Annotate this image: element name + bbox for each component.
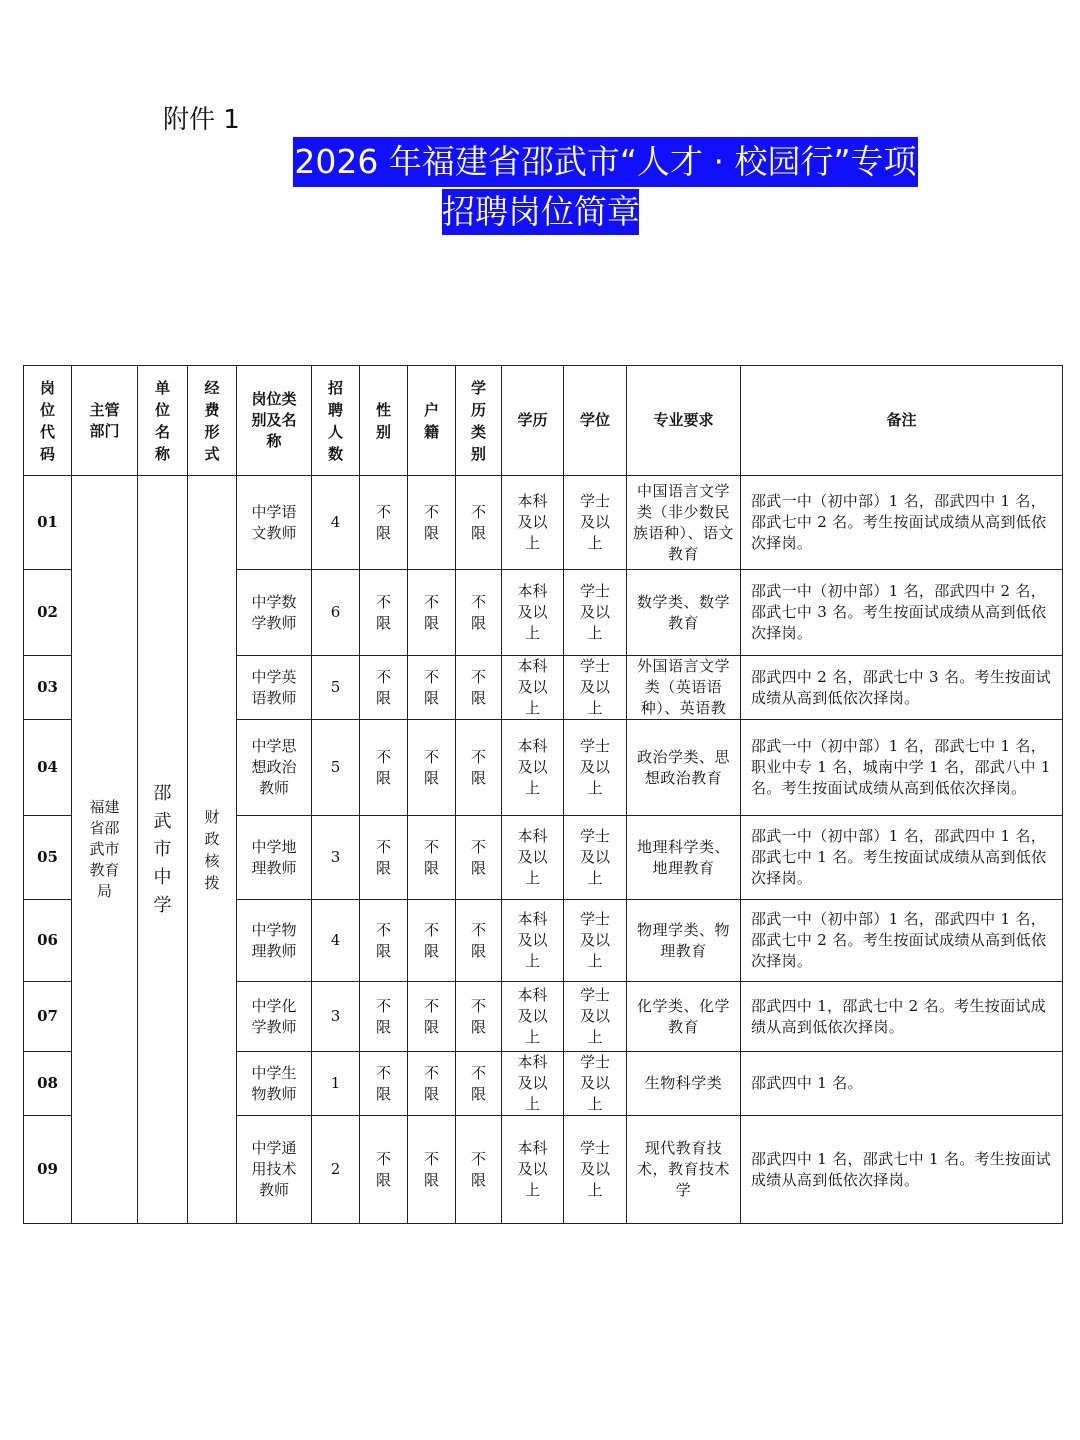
cell-degree: 学士及以上	[564, 570, 627, 656]
cell-edu-type: 不限	[456, 982, 502, 1052]
cell-edu-type: 不限	[456, 1116, 502, 1224]
cell-hukou: 不限	[408, 656, 456, 720]
cell-count: 5	[312, 656, 360, 720]
cell-gender: 不限	[360, 900, 408, 982]
cell-remark: 邵武一中（初中部）1 名，邵武四中 1 名，邵武七中 2 名。考生按面试成绩从高到低依次择岗。	[741, 900, 1063, 982]
header-code: 岗位代码	[24, 366, 72, 476]
cell-count: 5	[312, 720, 360, 816]
cell-gender: 不限	[360, 1052, 408, 1116]
cell-position: 中学物理教师	[237, 900, 312, 982]
cell-hukou: 不限	[408, 720, 456, 816]
attachment-label: 附件 1	[163, 105, 240, 135]
header-dept: 主管部门	[72, 366, 138, 476]
cell-code: 06	[24, 900, 72, 982]
cell-edu-type: 不限	[456, 816, 502, 900]
cell-education: 本科及以上	[502, 476, 564, 570]
header-count: 招聘人数	[312, 366, 360, 476]
cell-remark: 邵武四中 2 名，邵武七中 3 名。考生按面试成绩从高到低依次择岗。	[741, 656, 1063, 720]
cell-degree: 学士及以上	[564, 816, 627, 900]
cell-gender: 不限	[360, 816, 408, 900]
header-funding: 经费形式	[188, 366, 237, 476]
cell-position: 中学数学教师	[237, 570, 312, 656]
cell-hukou: 不限	[408, 982, 456, 1052]
cell-education: 本科及以上	[502, 1116, 564, 1224]
cell-education: 本科及以上	[502, 720, 564, 816]
cell-position: 中学生物教师	[237, 1052, 312, 1116]
cell-gender: 不限	[360, 656, 408, 720]
header-gender: 性别	[360, 366, 408, 476]
page-title-line2: 招聘岗位简章	[442, 189, 639, 235]
cell-code: 02	[24, 570, 72, 656]
cell-education: 本科及以上	[502, 982, 564, 1052]
cell-degree: 学士及以上	[564, 656, 627, 720]
cell-major: 中国语言文学类（非少数民族语种）、语文教育	[627, 476, 741, 570]
header-degree: 学位	[564, 366, 627, 476]
cell-remark: 邵武一中（初中部）1 名，邵武四中 1 名，邵武七中 2 名。考生按面试成绩从高到低依次择岗。	[741, 476, 1063, 570]
cell-major: 外国语言文学类（英语语种）、英语教	[627, 656, 741, 720]
cell-dept: 福建省邵武市教育局	[72, 476, 138, 1224]
cell-count: 6	[312, 570, 360, 656]
cell-code: 08	[24, 1052, 72, 1116]
cell-major: 政治学类、思想政治教育	[627, 720, 741, 816]
header-edu-type: 学历类别	[456, 366, 502, 476]
cell-hukou: 不限	[408, 476, 456, 570]
cell-degree: 学士及以上	[564, 1116, 627, 1224]
cell-funding: 财政核拨	[188, 476, 237, 1224]
cell-major: 数学类、数学教育	[627, 570, 741, 656]
recruitment-table	[23, 365, 1063, 1224]
cell-major: 物理学类、物理教育	[627, 900, 741, 982]
cell-position: 中学思想政治教师	[237, 720, 312, 816]
cell-code: 05	[24, 816, 72, 900]
cell-edu-type: 不限	[456, 720, 502, 816]
cell-degree: 学士及以上	[564, 1052, 627, 1116]
cell-position: 中学语文教师	[237, 476, 312, 570]
cell-count: 4	[312, 476, 360, 570]
cell-hukou: 不限	[408, 816, 456, 900]
table-row	[24, 476, 1063, 570]
cell-hukou: 不限	[408, 570, 456, 656]
cell-hukou: 不限	[408, 900, 456, 982]
cell-degree: 学士及以上	[564, 720, 627, 816]
cell-hukou: 不限	[408, 1052, 456, 1116]
cell-code: 04	[24, 720, 72, 816]
cell-degree: 学士及以上	[564, 900, 627, 982]
cell-count: 3	[312, 816, 360, 900]
cell-code: 07	[24, 982, 72, 1052]
cell-education: 本科及以上	[502, 656, 564, 720]
header-remark: 备注	[741, 366, 1063, 476]
cell-major: 生物科学类	[627, 1052, 741, 1116]
cell-edu-type: 不限	[456, 1052, 502, 1116]
cell-position: 中学英语教师	[237, 656, 312, 720]
cell-code: 03	[24, 656, 72, 720]
cell-edu-type: 不限	[456, 900, 502, 982]
cell-gender: 不限	[360, 1116, 408, 1224]
cell-gender: 不限	[360, 476, 408, 570]
cell-gender: 不限	[360, 570, 408, 656]
cell-major: 现代教育技术，教育技术学	[627, 1116, 741, 1224]
cell-remark: 邵武一中（初中部）1 名，邵武四中 2 名，邵武七中 3 名。考生按面试成绩从高到低依次择岗。	[741, 570, 1063, 656]
cell-count: 4	[312, 900, 360, 982]
cell-position: 中学化学教师	[237, 982, 312, 1052]
cell-unit: 邵武市中学	[138, 476, 188, 1224]
header-hukou: 户籍	[408, 366, 456, 476]
cell-edu-type: 不限	[456, 476, 502, 570]
cell-major: 化学类、化学教育	[627, 982, 741, 1052]
cell-education: 本科及以上	[502, 1052, 564, 1116]
header-education: 学历	[502, 366, 564, 476]
cell-code: 01	[24, 476, 72, 570]
cell-position: 中学通用技术教师	[237, 1116, 312, 1224]
cell-remark: 邵武四中 1，邵武七中 2 名。考生按面试成绩从高到低依次择岗。	[741, 982, 1063, 1052]
cell-remark: 邵武四中 1 名，邵武七中 1 名。考生按面试成绩从高到低依次择岗。	[741, 1116, 1063, 1224]
cell-code: 09	[24, 1116, 72, 1224]
cell-edu-type: 不限	[456, 570, 502, 656]
cell-hukou: 不限	[408, 1116, 456, 1224]
cell-degree: 学士及以上	[564, 982, 627, 1052]
cell-remark: 邵武四中 1 名。	[741, 1052, 1063, 1116]
cell-gender: 不限	[360, 982, 408, 1052]
cell-remark: 邵武一中（初中部）1 名，邵武四中 1 名，邵武七中 1 名。考生按面试成绩从高到低依次择岗。	[741, 816, 1063, 900]
cell-education: 本科及以上	[502, 816, 564, 900]
cell-count: 1	[312, 1052, 360, 1116]
header-unit: 单位名称	[138, 366, 188, 476]
cell-major: 地理科学类、地理教育	[627, 816, 741, 900]
cell-gender: 不限	[360, 720, 408, 816]
cell-education: 本科及以上	[502, 570, 564, 656]
header-position: 岗位类别及名称	[237, 366, 312, 476]
cell-education: 本科及以上	[502, 900, 564, 982]
cell-count: 2	[312, 1116, 360, 1224]
cell-edu-type: 不限	[456, 656, 502, 720]
cell-position: 中学地理教师	[237, 816, 312, 900]
header-row	[24, 366, 1063, 476]
page-title-line1: 2026 年福建省邵武市“人才 · 校园行”专项	[293, 137, 918, 187]
cell-degree: 学士及以上	[564, 476, 627, 570]
header-major: 专业要求	[627, 366, 741, 476]
cell-remark: 邵武一中（初中部）1 名，邵武七中 1 名，职业中专 1 名，城南中学 1 名，邵武八中 1 名。考生按面试成绩从高到低依次择岗。	[741, 720, 1063, 816]
cell-count: 3	[312, 982, 360, 1052]
